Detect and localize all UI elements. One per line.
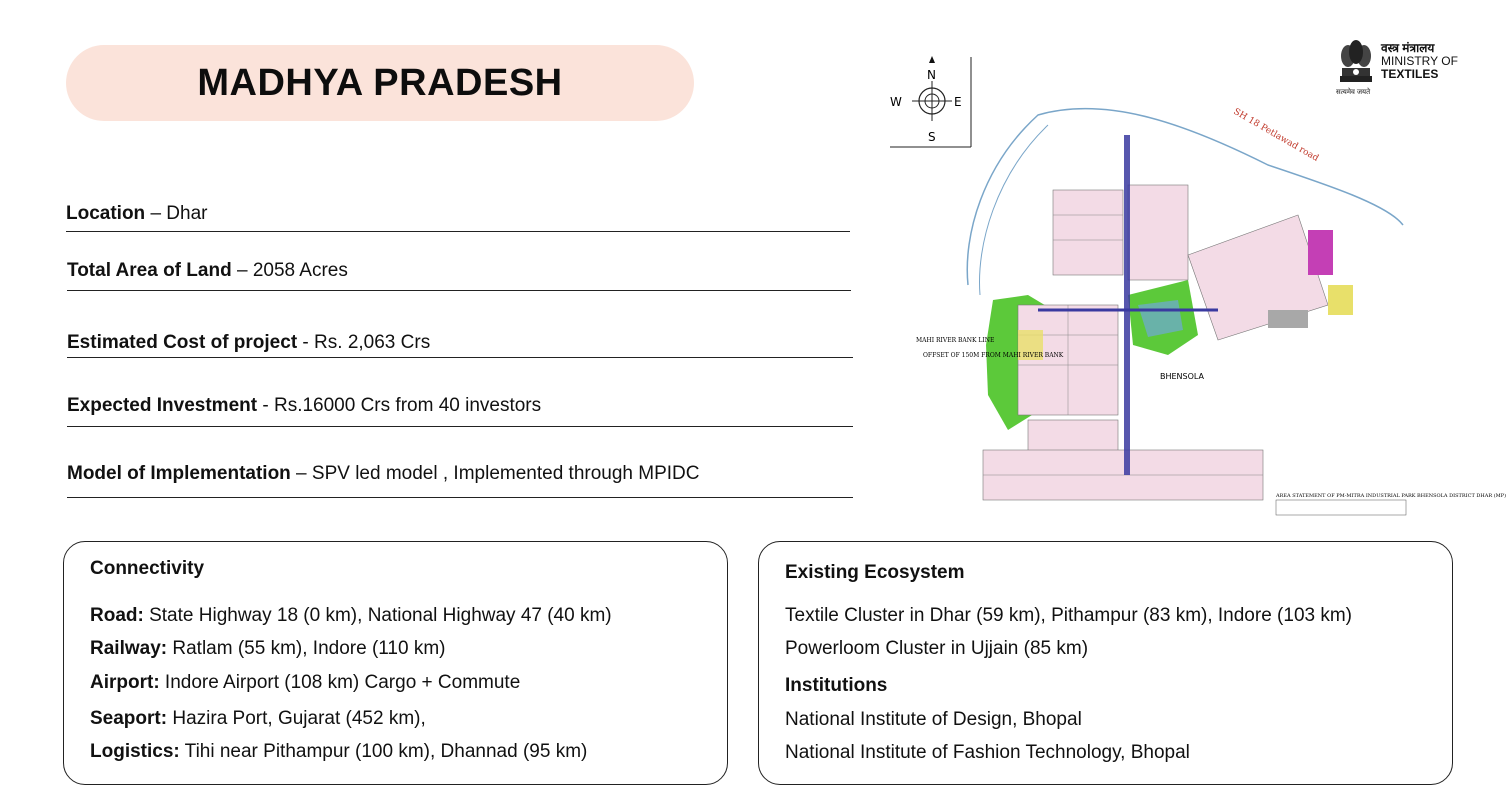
connectivity-railway [90, 638, 446, 660]
fact-model-implementation [67, 463, 853, 498]
item-label: Road: [90, 605, 144, 626]
logo-line2: TEXTILES [1381, 67, 1439, 81]
item-value: Ratlam (55 km), Indore (110 km) [167, 638, 446, 659]
logo-hindi: वस्त्र मंत्रालय [1381, 41, 1435, 55]
industrial-plot [1053, 190, 1123, 275]
institution-item: National Institute of Fashion Technology, Bhopal [785, 742, 1190, 763]
item-value: Hazira Port, Gujarat (452 km), [167, 708, 426, 729]
logo-line1: MINISTRY OF [1381, 54, 1458, 68]
fact-estimated-cost [67, 332, 853, 358]
river-line [980, 125, 1048, 295]
grey-zone [1268, 310, 1308, 328]
river-bank-label: MAHI RIVER BANK LINE [916, 337, 995, 344]
compass-e: E [954, 95, 962, 109]
fact-label: Model of Implementation [67, 463, 291, 484]
institutions-heading: Institutions [785, 675, 888, 696]
item-label: Logistics: [90, 741, 180, 762]
ecosystem-card [758, 541, 1453, 785]
fact-value: SPV led model , Implemented through MPIDC [311, 463, 700, 484]
fact-value: 2058 Acres [252, 260, 348, 281]
area-table [1276, 500, 1406, 515]
fact-total-area [67, 260, 851, 291]
ecosystem-heading: Existing Ecosystem [785, 562, 965, 583]
item-label: Airport: [90, 672, 160, 693]
title-banner [66, 45, 694, 121]
fact-location [66, 203, 850, 232]
compass-s: S [928, 130, 936, 144]
fact-value: Rs. 2,063 Crs [314, 332, 431, 353]
item-value: Indore Airport (108 km) Cargo + Commute [159, 672, 521, 693]
page-title: MADHYA PRADESH [197, 61, 563, 104]
fact-expected-investment [67, 395, 853, 427]
road-label: SH 18 Petlawad road [1231, 106, 1321, 164]
main-road [1124, 135, 1130, 475]
connectivity-seaport [90, 708, 426, 730]
fact-value: Dhar [166, 203, 208, 224]
yellow-zone [1328, 285, 1353, 315]
ecosystem-item: Powerloom Cluster in Ujjain (85 km) [785, 638, 1089, 659]
connectivity-card [63, 541, 728, 785]
institution-item: National Institute of Design, Bhopal [785, 709, 1082, 730]
fact-sep: – [145, 203, 167, 224]
item-value: State Highway 18 (0 km), National Highway 47 (40 km) [143, 605, 612, 626]
connectivity-road [90, 605, 612, 627]
fact-label: Location [66, 203, 146, 224]
fact-sep: – [290, 463, 312, 484]
item-label: Railway: [90, 638, 168, 659]
item-label: Seaport: [90, 708, 168, 729]
compass-icon [890, 56, 971, 147]
industrial-plot [1128, 185, 1188, 280]
fact-label: Total Area of Land [67, 260, 232, 281]
compass-n: N [927, 68, 936, 82]
fact-label: Estimated Cost of project [67, 332, 298, 353]
connectivity-heading: Connectivity [90, 558, 205, 579]
fact-sep: – [231, 260, 253, 281]
connectivity-logistics [90, 741, 587, 763]
logo-motto: सत्यमेव जयते [1336, 89, 1371, 96]
connectivity-airport [90, 672, 520, 694]
fact-label: Expected Investment [67, 395, 258, 416]
fact-sep: - [257, 395, 274, 416]
compass-w: W [890, 95, 902, 109]
item-value: Tihi near Pithampur (100 km), Dhannad (95 km) [179, 741, 588, 762]
offset-label: OFFSET OF 150M FROM MAHI RIVER BANK [923, 352, 1064, 359]
magenta-zone [1308, 230, 1333, 275]
ecosystem-item: Textile Cluster in Dhar (59 km), Pithampur (83 km), Indore (103 km) [785, 605, 1353, 626]
fact-sep: - [297, 332, 315, 353]
village-label: BHENSOLA [1160, 372, 1205, 381]
table-caption: AREA STATEMENT OF PM-MITRA INDUSTRIAL PARK BHENSOLA DISTRICT DHAR (MP) [1276, 493, 1507, 499]
fact-value: Rs.16000 Crs from 40 investors [273, 395, 542, 416]
